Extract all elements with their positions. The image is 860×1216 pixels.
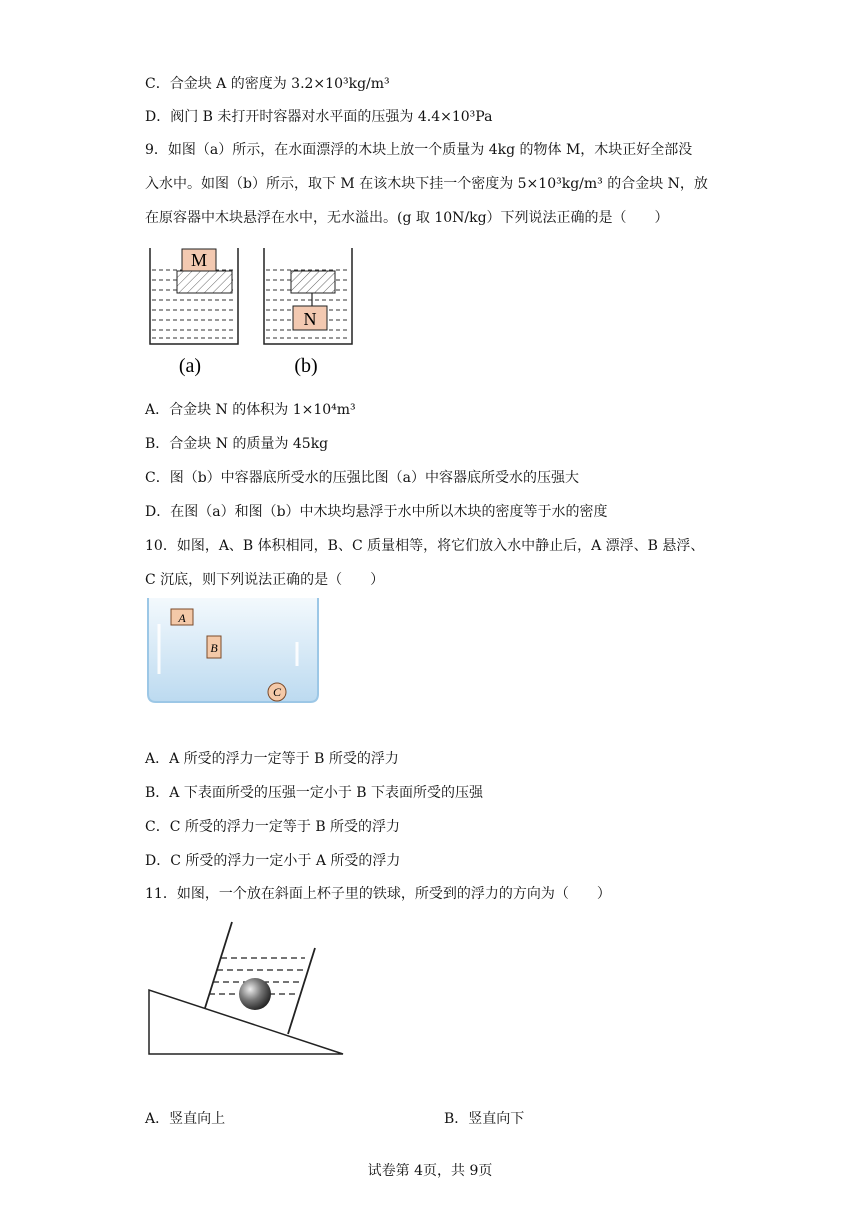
q10-option-b: B．A 下表面所受的压强一定小于 B 下表面所受的压强 — [145, 785, 484, 801]
q10-label-c: C — [272, 685, 282, 699]
q9-option-a: A．合金块 N 的体积为 1×10⁴m³ — [145, 402, 356, 418]
q10-label-b: B — [210, 641, 218, 655]
q8-option-d: D．阀门 B 未打开时容器对水平面的压强为 4.4×10³Pa — [145, 109, 493, 125]
q11-stem: 11．如图，一个放在斜面上杯子里的铁球，所受到的浮力的方向为（ ） — [145, 886, 611, 902]
q10-figure — [145, 596, 321, 706]
q11-option-b: B．竖直向下 — [444, 1111, 525, 1127]
q10-option-d: D．C 所受的浮力一定小于 A 所受的浮力 — [145, 853, 401, 869]
q10-stem-line1: 10．如图，A、B 体积相同，B、C 质量相等，将它们放入水中静止后，A 漂浮、B 悬浮、 — [145, 538, 705, 554]
q11-option-a: A．竖直向上 — [145, 1111, 226, 1127]
q9-label-n: N — [303, 309, 317, 329]
q10-option-c: C．C 所受的浮力一定等于 B 所受的浮力 — [145, 819, 401, 835]
q9-stem-line1: 9．如图（a）所示，在水面漂浮的木块上放一个质量为 4kg 的物体 M，木块正好全部没 — [145, 142, 693, 158]
page-footer: 试卷第 4页，共 9页 — [367, 1163, 493, 1179]
q9-caption-b: (b) — [294, 355, 318, 377]
q9-figure — [140, 238, 360, 380]
q11-iron-ball — [239, 978, 271, 1010]
q9-option-d: D．在图（a）和图（b）中木块均悬浮于水中所以木块的密度等于水的密度 — [145, 504, 608, 520]
q11-figure — [145, 918, 350, 1060]
q9-option-b: B．合金块 N 的质量为 45kg — [145, 436, 329, 452]
q9-option-c: C．图（b）中容器底所受水的压强比图（a）中容器底所受水的压强大 — [145, 470, 580, 486]
q9-stem-line2: 入水中。如图（b）所示，取下 M 在该木块下挂一个密度为 5×10³kg/m³ 的合金块 N，放 — [145, 176, 708, 192]
q8-option-c: C．合金块 A 的密度为 3.2×10³kg/m³ — [145, 76, 390, 92]
q10-option-a: A．A 所受的浮力一定等于 B 所受的浮力 — [145, 751, 399, 767]
q9-stem-line3: 在原容器中木块悬浮在水中，无水溢出。(g 取 10N/kg）下列说法正确的是（ ） — [145, 210, 669, 226]
q9-label-m: M — [190, 250, 208, 270]
q10-label-a: A — [178, 611, 186, 625]
q9-container-b — [264, 248, 352, 344]
q9-caption-a: (a) — [178, 355, 202, 377]
q10-stem-line2: C 沉底，则下列说法正确的是（ ） — [145, 572, 385, 588]
